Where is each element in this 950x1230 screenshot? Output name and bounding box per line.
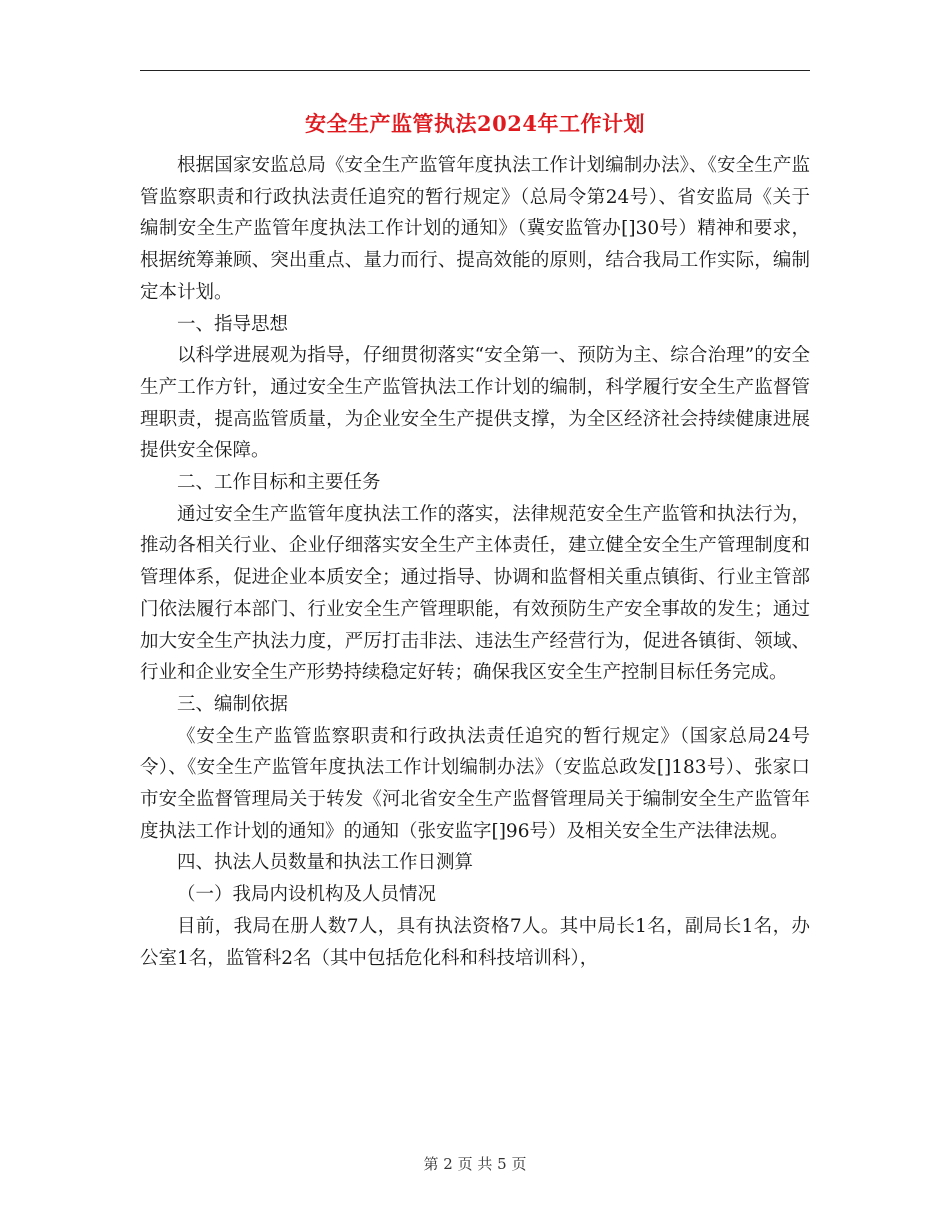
- subsection-heading-internal-structure: （一）我局内设机构及人员情况: [177, 884, 437, 906]
- document-body: [140, 150, 810, 974]
- paragraph-intro: 根据国家安监总局《安全生产监管年度执法工作计划编制办法》、《安全生产监管监察职责和行政执法责任追究的暂行规定》（总局令第24号）、省安监局《关于编制安全生产监管年度执法工作计划的通知》（冀安监管办[]30号）精神和要求，根据统筹兼顾、突出重点、量力而行、提高效能的原则，结合我局工作实际，编制定本计划。: [140, 155, 810, 303]
- paragraph-basis: 《安全生产监管监察职责和行政执法责任追究的暂行规定》（国家总局24号令）、《安全生产监管年度执法工作计划编制办法》（安监总政发[]183号）、张家口市安全监督管理局关于转发《河北省安全生产监督管理局关于编制安全生产监管年度执法工作计划的通知》的通知（张安监字[]96号）及相关安全生产法律法规。: [140, 725, 810, 842]
- section-heading-staffing: 四、执法人员数量和执法工作日测算: [177, 852, 474, 874]
- section-heading-basis: 三、编制依据: [177, 693, 289, 715]
- document-title: 安全生产监管执法2024年工作计划: [305, 111, 645, 136]
- header-rule: [140, 70, 810, 71]
- paragraph-staffing: 目前，我局在册人数7人，具有执法资格7人。其中局长1名，副局长1名，办公室1名，监管科2名（其中包括危化科和科技培训科），: [140, 915, 810, 969]
- paragraph-guiding-ideology: 以科学进展观为指导，仔细贯彻落实“安全第一、预防为主、综合治理”的安全生产工作方针，通过安全生产监管执法工作计划的编制，科学履行安全生产监督管理职责，提高监管质量，为企业安全生产提供支撑，为全区经济社会持续健康进展提供安全保障。: [140, 345, 810, 462]
- section-heading-goals-tasks: 二、工作目标和主要任务: [177, 472, 381, 494]
- page-number-footer: 第 2 页 共 5 页: [423, 1155, 527, 1173]
- section-heading-guiding-ideology: 一、指导思想: [177, 313, 289, 335]
- paragraph-goals-tasks: 通过安全生产监管年度执法工作的落实，法律规范安全生产监管和执法行为，推动各相关行业、企业仔细落实安全生产主体责任，建立健全安全生产管理制度和管理体系，促进企业本质安全；通过指导、协调和监督相关重点镇街、行业主管部门依法履行本部门、行业安全生产管理职能，有效预防生产安全事故的发生；通过加大安全生产执法力度，严厉打击非法、违法生产经营行为，促进各镇街、领域、行业和企业安全生产形势持续稳定好转；确保我区安全生产控制目标任务完成。: [140, 503, 810, 684]
